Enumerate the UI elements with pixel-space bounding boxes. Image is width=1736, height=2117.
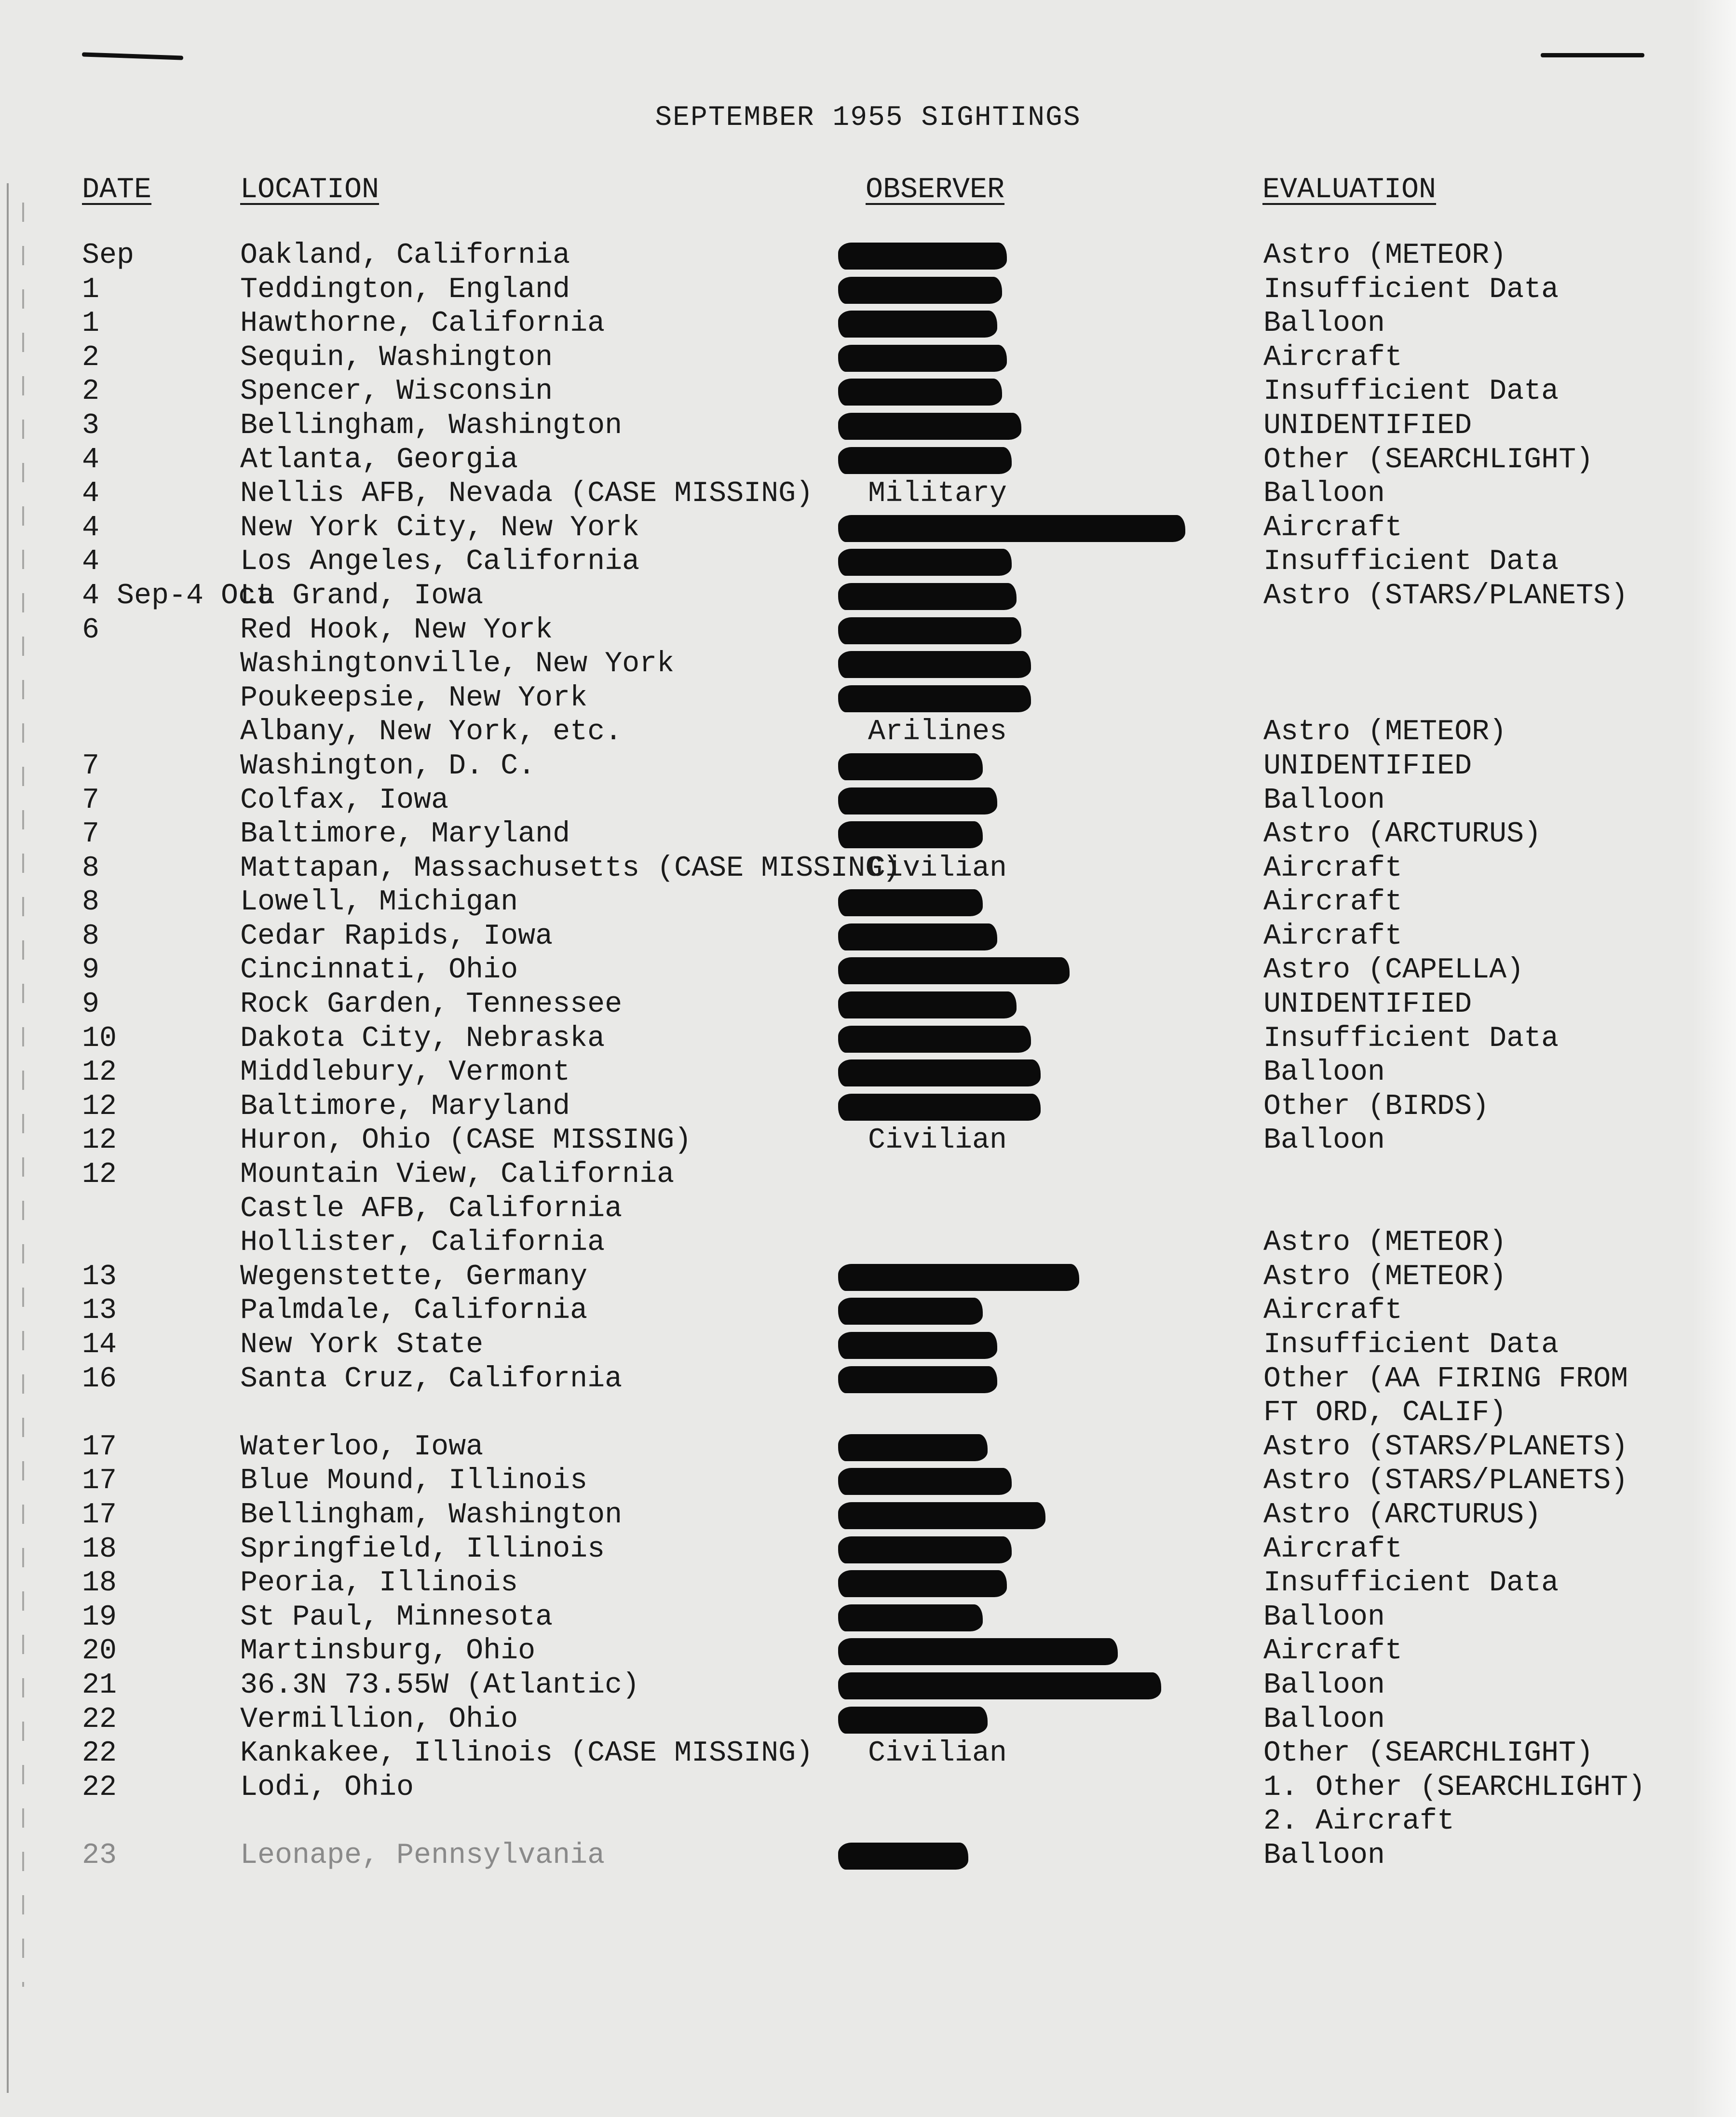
row-location: New York State: [240, 1329, 484, 1361]
redaction-mark: [838, 379, 1002, 406]
row-location: Mattapan, Massachusetts (CASE MISSING): [240, 852, 900, 885]
header-location: LOCATION: [240, 174, 380, 206]
table-row: [0, 511, 1736, 545]
redaction-mark: [838, 617, 1021, 644]
row-evaluation: Other (BIRDS): [1263, 1090, 1490, 1123]
table-row: [0, 579, 1736, 613]
table-row: [0, 1260, 1736, 1294]
row-evaluation: Astro (STARS/PLANETS): [1263, 1465, 1628, 1498]
row-date: 12: [82, 1158, 117, 1192]
row-date: 20: [82, 1635, 117, 1668]
row-evaluation: Balloon: [1263, 307, 1385, 340]
row-location: Blue Mound, Illinois: [240, 1465, 588, 1498]
row-evaluation: Insufficient Data: [1263, 1567, 1559, 1600]
row-evaluation: FT ORD, CALIF): [1263, 1397, 1507, 1430]
row-location: Poukeepsie, New York: [240, 681, 588, 715]
table-row: [0, 885, 1736, 920]
row-location: Huron, Ohio (CASE MISSING): [240, 1124, 692, 1157]
row-evaluation: Astro (METEOR): [1263, 1226, 1507, 1260]
row-date: 13: [82, 1260, 117, 1293]
row-date: 17: [82, 1465, 117, 1498]
row-location: Washington, D. C.: [240, 749, 536, 783]
page-title: SEPTEMBER 1955 SIGHTINGS: [655, 102, 1081, 134]
row-date: Sep: [82, 239, 135, 272]
row-evaluation: Astro (CAPELLA): [1263, 954, 1524, 987]
header-date: DATE: [82, 174, 152, 206]
row-date: 18: [82, 1567, 117, 1600]
table-row: [0, 817, 1736, 852]
redaction-mark: [838, 1366, 997, 1393]
table-row: [0, 1566, 1736, 1601]
row-evaluation: Astro (STARS/PLANETS): [1263, 1430, 1628, 1464]
top-right-mark: [1541, 53, 1644, 57]
table-row: [0, 375, 1736, 409]
redaction-mark: [838, 651, 1031, 678]
row-date: 4: [82, 477, 100, 511]
redaction-mark: [838, 1094, 1041, 1121]
row-date: 9: [82, 988, 100, 1021]
table-row: [0, 1737, 1736, 1771]
row-evaluation: Balloon: [1263, 1601, 1385, 1634]
row-location: Colfax, Iowa: [240, 784, 449, 817]
row-evaluation: Balloon: [1263, 1056, 1385, 1089]
row-location: Cincinnati, Ohio: [240, 954, 518, 987]
row-date: 1: [82, 307, 100, 340]
row-location: Rock Garden, Tennessee: [240, 988, 623, 1021]
row-location: Red Hook, New York: [240, 613, 553, 647]
redaction-mark: [838, 1332, 997, 1359]
row-evaluation: Astro (ARCTURUS): [1263, 1498, 1542, 1532]
redaction-mark: [838, 991, 1017, 1018]
row-evaluation: Balloon: [1263, 1703, 1385, 1736]
table-row: [0, 1498, 1736, 1533]
row-evaluation: Aircraft: [1263, 1294, 1403, 1328]
redaction-mark: [838, 1059, 1041, 1086]
row-observer: Civilian: [868, 1737, 1007, 1770]
table-row: [0, 239, 1736, 273]
row-location: Teddington, England: [240, 273, 570, 306]
table-row: [0, 953, 1736, 988]
top-left-mark: [82, 52, 183, 60]
table-row: [0, 1396, 1736, 1430]
row-evaluation: Insufficient Data: [1263, 1022, 1559, 1055]
row-date: 1: [82, 273, 100, 306]
row-location: Sequin, Washington: [240, 341, 553, 374]
row-date: 18: [82, 1533, 117, 1566]
redaction-mark: [838, 753, 983, 780]
row-date: 19: [82, 1601, 117, 1634]
table-row: [0, 1362, 1736, 1397]
row-observer: Military: [868, 477, 1007, 511]
table-row: [0, 1056, 1736, 1090]
table-row: [0, 1124, 1736, 1158]
header-observer: OBSERVER: [866, 174, 1005, 206]
row-location: Dakota City, Nebraska: [240, 1022, 605, 1055]
redaction-mark: [838, 345, 1007, 372]
row-date: 22: [82, 1771, 117, 1804]
row-observer: Civilian: [868, 852, 1007, 885]
table-row: [0, 681, 1736, 716]
row-date: 12: [82, 1090, 117, 1123]
table-row: [0, 273, 1736, 307]
row-evaluation: Astro (METEOR): [1263, 716, 1507, 749]
row-evaluation: Aircraft: [1263, 341, 1403, 374]
row-evaluation: Aircraft: [1263, 852, 1403, 885]
table-row: [0, 1464, 1736, 1498]
row-date: 16: [82, 1362, 117, 1396]
row-location: Santa Cruz, California: [240, 1362, 623, 1396]
row-date: 4: [82, 511, 100, 544]
redaction-mark: [838, 1707, 988, 1734]
header-evaluation: EVALUATION: [1262, 174, 1437, 206]
row-evaluation: Aircraft: [1263, 1635, 1403, 1668]
table-row: [0, 1328, 1736, 1362]
row-date: 12: [82, 1056, 117, 1089]
row-evaluation: Balloon: [1263, 1669, 1385, 1702]
row-evaluation: UNIDENTIFIED: [1263, 749, 1472, 783]
row-evaluation: Insufficient Data: [1263, 1329, 1559, 1361]
row-evaluation: Insufficient Data: [1263, 375, 1559, 408]
table-row: [0, 341, 1736, 375]
row-evaluation: Astro (METEOR): [1263, 1260, 1507, 1293]
row-date: 7: [82, 749, 100, 783]
redaction-mark: [838, 243, 1007, 270]
row-date: 4: [82, 545, 100, 579]
row-evaluation: 2. Aircraft: [1263, 1805, 1455, 1838]
row-date: 17: [82, 1430, 117, 1464]
row-evaluation: Balloon: [1263, 784, 1385, 817]
row-location: Cedar Rapids, Iowa: [240, 920, 553, 953]
redaction-mark: [838, 685, 1031, 712]
row-evaluation: Other (SEARCHLIGHT): [1263, 1737, 1594, 1770]
row-evaluation: Astro (ARCTURUS): [1263, 818, 1542, 851]
row-observer: Civilian: [868, 1124, 1007, 1157]
row-observer: Arilines: [868, 716, 1007, 749]
redaction-mark: [838, 1502, 1045, 1529]
table-row: [0, 852, 1736, 886]
redaction-mark: [838, 1604, 983, 1631]
row-location: Hollister, California: [240, 1226, 605, 1260]
row-location: Spencer, Wisconsin: [240, 375, 553, 408]
row-location: Lodi, Ohio: [240, 1771, 414, 1804]
row-location: Wegenstette, Germany: [240, 1260, 588, 1293]
row-location: Kankakee, Illinois (CASE MISSING): [240, 1737, 814, 1770]
table-row: [0, 307, 1736, 341]
redaction-mark: [838, 1843, 968, 1870]
redaction-mark: [838, 1570, 1007, 1597]
redaction-mark: [838, 821, 983, 848]
row-evaluation: Balloon: [1263, 477, 1385, 511]
row-date: 13: [82, 1294, 117, 1328]
row-location: Palmdale, California: [240, 1294, 588, 1328]
row-location: Peoria, Illinois: [240, 1567, 518, 1600]
table-row: [0, 715, 1736, 749]
row-date: 23: [82, 1839, 117, 1872]
redaction-mark: [838, 1536, 1012, 1563]
row-location: New York City, New York: [240, 511, 640, 544]
redaction-mark: [838, 413, 1021, 440]
row-evaluation: Other (SEARCHLIGHT): [1263, 443, 1594, 476]
row-date: 21: [82, 1669, 117, 1702]
table-row: [0, 647, 1736, 681]
row-location: Atlanta, Georgia: [240, 443, 518, 476]
row-location: Nellis AFB, Nevada (CASE MISSING): [240, 477, 814, 511]
row-date: 4: [82, 443, 100, 476]
row-date: 2: [82, 341, 100, 374]
table-row: [0, 409, 1736, 443]
row-location: Bellingham, Washington: [240, 1498, 623, 1532]
table-row: [0, 1022, 1736, 1056]
row-date: 22: [82, 1703, 117, 1736]
table-row: [0, 988, 1736, 1022]
row-date: 2: [82, 375, 100, 408]
row-location: Oakland, California: [240, 239, 570, 272]
table-row: [0, 1294, 1736, 1328]
row-evaluation: Aircraft: [1263, 1533, 1403, 1566]
table-row: [0, 749, 1736, 784]
row-date: 4 Sep-4 Oct: [82, 579, 273, 612]
row-location: Hawthorne, California: [240, 307, 605, 340]
table-row: [0, 1533, 1736, 1567]
redaction-mark: [838, 1298, 983, 1325]
table-row: [0, 1669, 1736, 1703]
row-date: 9: [82, 954, 100, 987]
row-location: Albany, New York, etc.: [240, 716, 623, 749]
row-date: 12: [82, 1124, 117, 1157]
row-date: 3: [82, 409, 100, 442]
row-location: Martinsburg, Ohio: [240, 1635, 536, 1668]
row-location: La Grand, Iowa: [240, 579, 484, 612]
row-evaluation: Aircraft: [1263, 511, 1403, 544]
row-evaluation: Other (AA FIRING FROM: [1263, 1362, 1628, 1396]
row-evaluation: UNIDENTIFIED: [1263, 409, 1472, 442]
redaction-mark: [838, 583, 1017, 610]
table-row: [0, 477, 1736, 511]
redaction-mark: [838, 923, 997, 950]
redaction-mark: [838, 1026, 1031, 1053]
redaction-mark: [838, 549, 1012, 576]
row-date: 17: [82, 1498, 117, 1532]
redaction-mark: [838, 889, 983, 916]
table-row: [0, 784, 1736, 818]
row-location: Baltimore, Maryland: [240, 818, 570, 851]
redaction-mark: [838, 515, 1185, 542]
table-row: [0, 613, 1736, 648]
row-location: St Paul, Minnesota: [240, 1601, 553, 1634]
redaction-mark: [838, 1638, 1118, 1665]
row-location: Springfield, Illinois: [240, 1533, 605, 1566]
redaction-mark: [838, 447, 1012, 474]
row-location: Vermillion, Ohio: [240, 1703, 518, 1736]
row-evaluation: UNIDENTIFIED: [1263, 988, 1472, 1021]
row-location: Leonape, Pennsylvania: [240, 1839, 605, 1872]
table-row: [0, 1771, 1736, 1805]
row-date: 8: [82, 886, 100, 919]
table-row: [0, 1839, 1736, 1873]
table-row: [0, 1158, 1736, 1192]
table-row: [0, 1430, 1736, 1465]
table-row: [0, 1601, 1736, 1635]
table-row: [0, 1192, 1736, 1226]
row-evaluation: Aircraft: [1263, 886, 1403, 919]
row-evaluation: Aircraft: [1263, 920, 1403, 953]
redaction-mark: [838, 1434, 988, 1461]
redaction-mark: [838, 1264, 1079, 1291]
row-location: Washingtonville, New York: [240, 648, 675, 681]
sightings-table: [0, 239, 1736, 1873]
row-evaluation: Balloon: [1263, 1839, 1385, 1872]
row-evaluation: 1. Other (SEARCHLIGHT): [1263, 1771, 1646, 1804]
row-location: Middlebury, Vermont: [240, 1056, 570, 1089]
row-location: Lowell, Michigan: [240, 886, 518, 919]
row-evaluation: Astro (STARS/PLANETS): [1263, 579, 1628, 612]
table-row: [0, 443, 1736, 477]
row-location: Waterloo, Iowa: [240, 1430, 484, 1464]
row-date: 22: [82, 1737, 117, 1770]
redaction-mark: [838, 787, 997, 814]
table-row: [0, 1226, 1736, 1260]
row-date: 8: [82, 852, 100, 885]
row-date: 6: [82, 613, 100, 647]
redaction-mark: [838, 1672, 1161, 1699]
row-date: 7: [82, 818, 100, 851]
row-location: Los Angeles, California: [240, 545, 640, 579]
row-location: Castle AFB, California: [240, 1192, 623, 1225]
row-date: 8: [82, 920, 100, 953]
table-row: [0, 1090, 1736, 1124]
row-location: Baltimore, Maryland: [240, 1090, 570, 1123]
row-evaluation: Balloon: [1263, 1124, 1385, 1157]
redaction-mark: [838, 957, 1070, 984]
row-evaluation: Astro (METEOR): [1263, 239, 1507, 272]
table-row: [0, 1703, 1736, 1737]
row-date: 10: [82, 1022, 117, 1055]
table-row: [0, 1634, 1736, 1669]
table-row: [0, 545, 1736, 579]
row-location: Bellingham, Washington: [240, 409, 623, 442]
row-location: 36.3N 73.55W (Atlantic): [240, 1669, 640, 1702]
row-location: Mountain View, California: [240, 1158, 675, 1192]
row-evaluation: Insufficient Data: [1263, 273, 1559, 306]
redaction-mark: [838, 277, 1002, 304]
table-row: [0, 920, 1736, 954]
redaction-mark: [838, 311, 997, 338]
table-row: [0, 1805, 1736, 1839]
row-date: 7: [82, 784, 100, 817]
row-evaluation: Insufficient Data: [1263, 545, 1559, 579]
redaction-mark: [838, 1468, 1012, 1495]
row-date: 14: [82, 1329, 117, 1361]
